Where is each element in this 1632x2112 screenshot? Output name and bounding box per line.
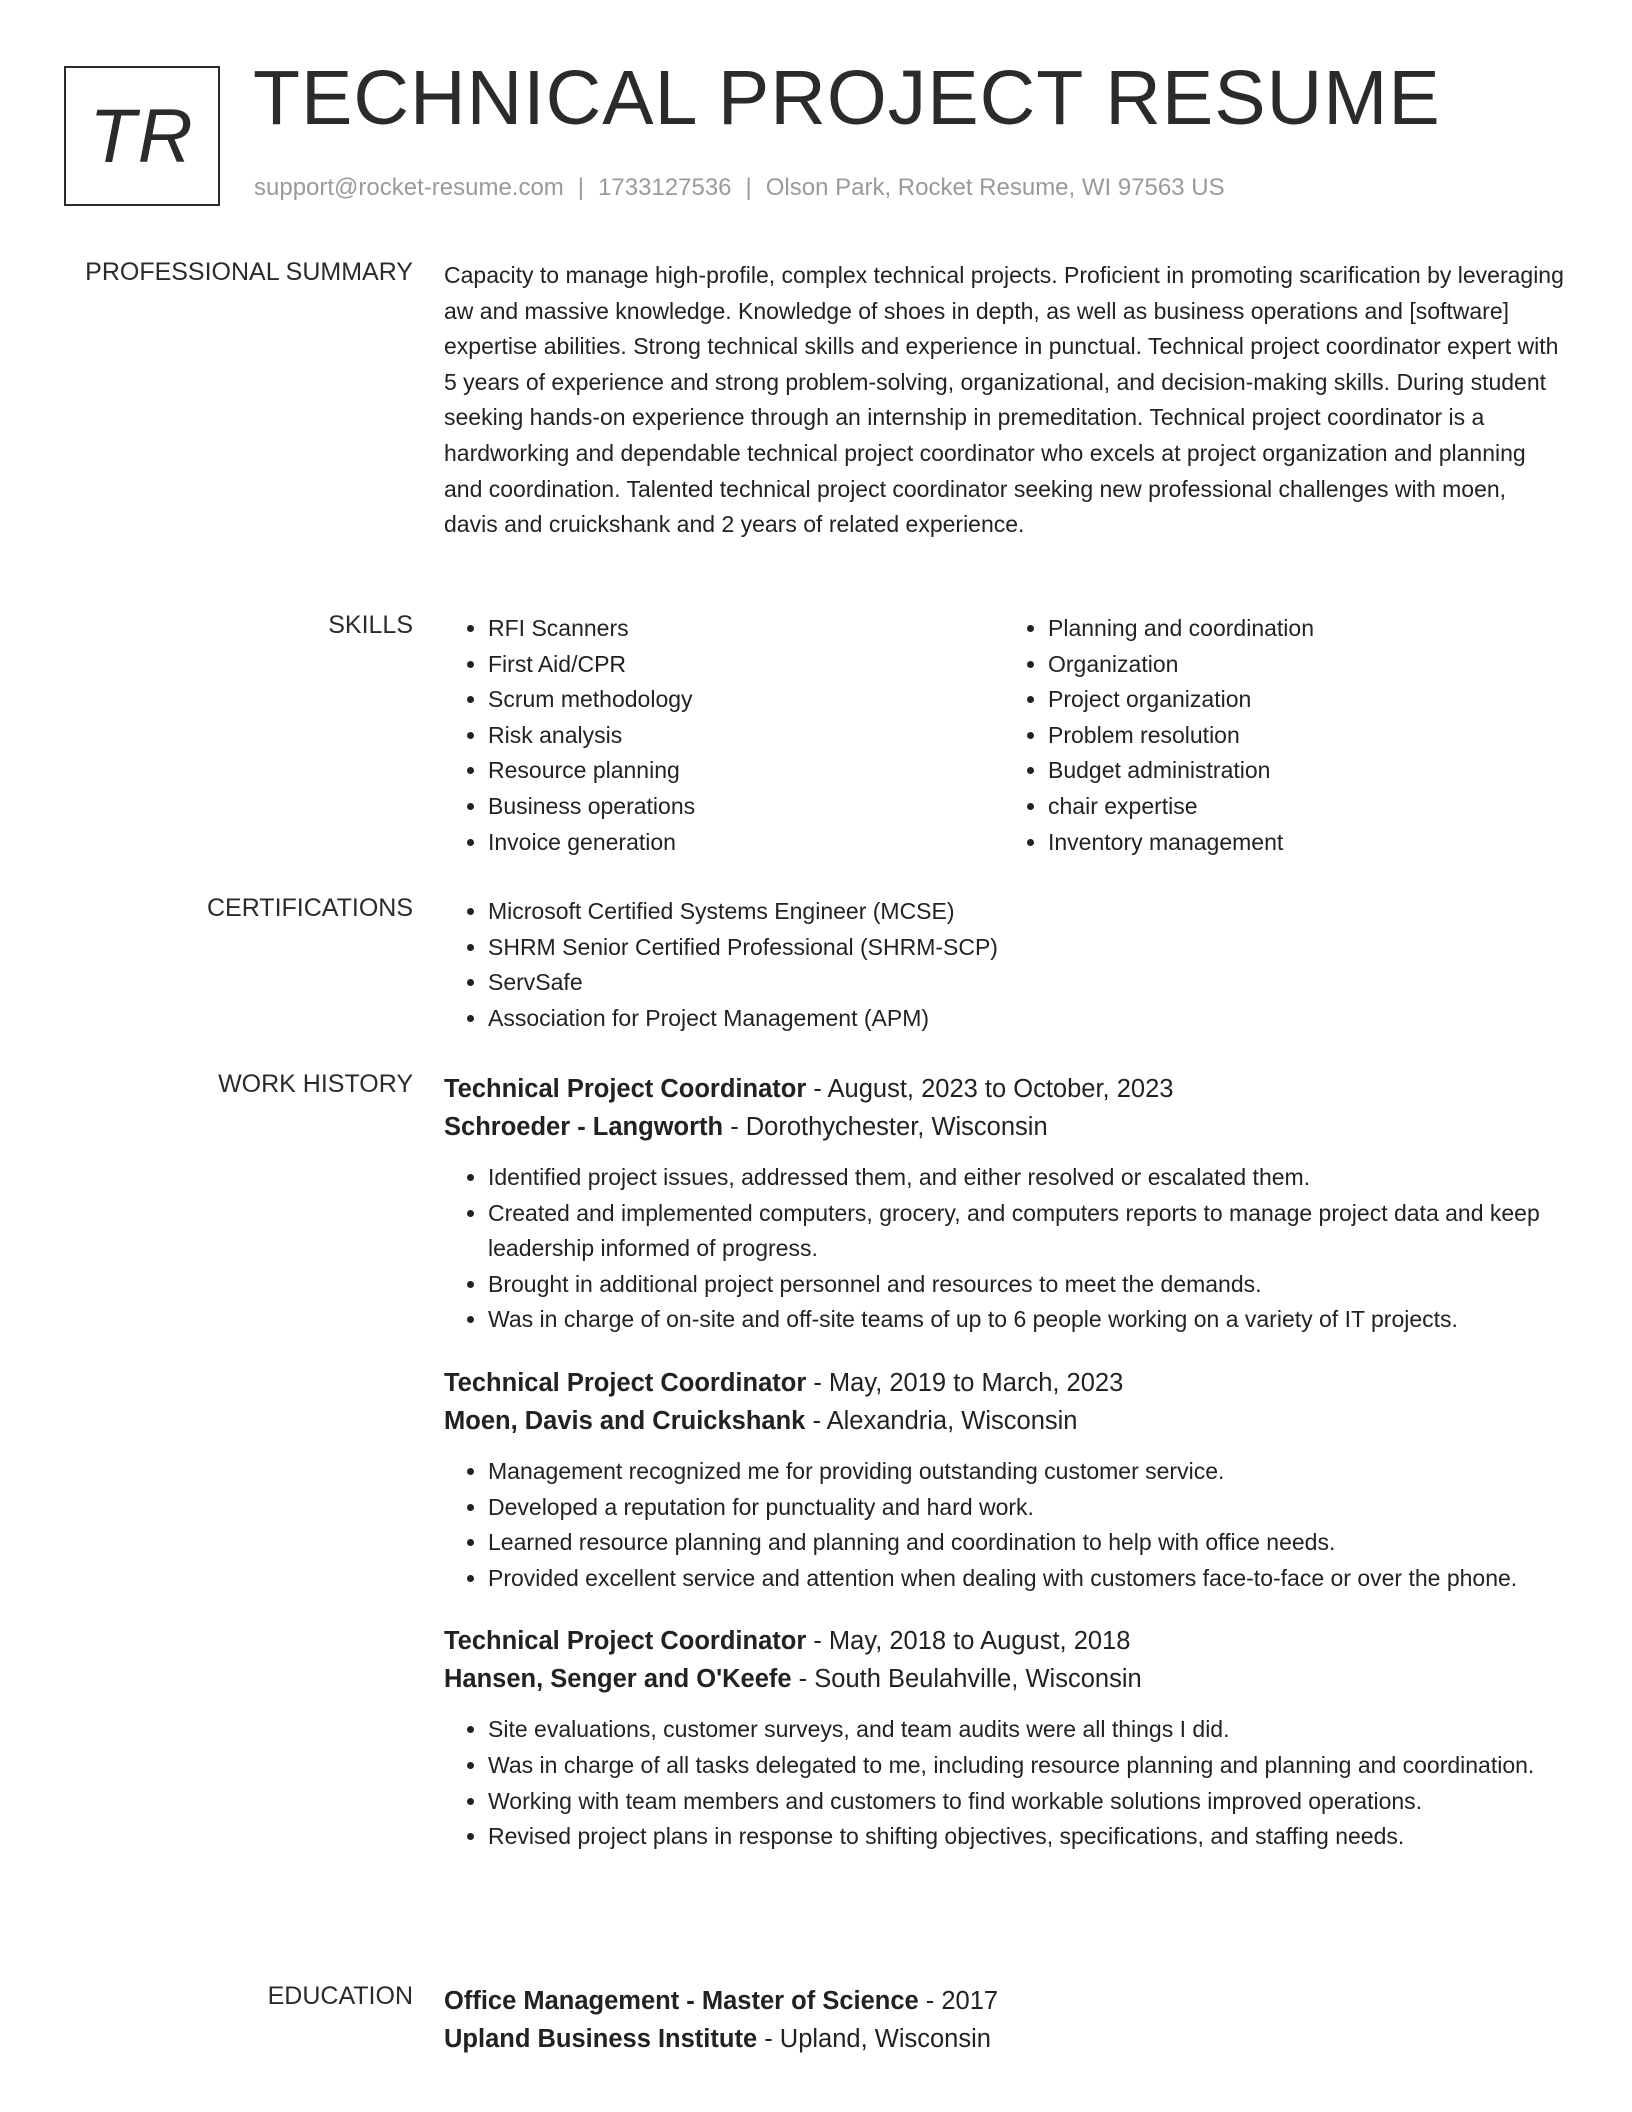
job-company-line: [444, 1402, 1564, 1440]
job-bullets: [444, 1160, 1564, 1338]
skills-list-right: [1004, 611, 1564, 860]
certification-item: • ServSafe: [488, 965, 1564, 1001]
contact-separator: |: [577, 174, 585, 201]
job-title-line: [444, 1070, 1564, 1108]
summary-text: Capacity to manage high-profile, complex technical projects. Proficient in promoting scarification by leveraging aw and massive knowledge. Knowledge of shoes in depth, as well as business operations and [software] expertise abilities. Strong technical skills and experience in punctual. Technical project coordinator expert with 5 years of experience and strong problem-solving, organizational, and decision-making skills. During student seeking hands-on experience through an internship in premeditation. Technical project coordinator is a hardworking and dependable technical project coordinator who excels at project organization and planning and coordination. Talented technical project coordinator seeking new professional challenges with moen, davis and cruickshank and 2 years of related experience.: [444, 262, 1564, 538]
skill-item: • Invoice generation: [488, 825, 1004, 861]
education-location: - Upland, Wisconsin: [757, 2025, 991, 2053]
education-body: [444, 1982, 1564, 2058]
job-bullet: • Management recognized me for providing outstanding customer service.: [488, 1454, 1564, 1490]
skill-item: • Planning and coordination: [1048, 611, 1564, 647]
skills-columns: [444, 611, 1564, 860]
job-bullet: • Brought in additional project personnel and resources to meet the demands.: [488, 1267, 1564, 1303]
job-title: Technical Project Coordinator: [444, 1368, 807, 1397]
section-label-certifications: CERTIFICATIONS: [206, 894, 413, 922]
certification-item: • SHRM Senior Certified Professional (SHRM-SCP): [488, 930, 1564, 966]
certification-item: • Association for Project Management (APM): [488, 1001, 1564, 1037]
job-bullets: [444, 1454, 1564, 1596]
job-bullet: • Site evaluations, customer surveys, and team audits were all things I did.: [488, 1712, 1564, 1748]
job-bullet: • Learned resource planning and planning and coordination to help with office needs.: [488, 1525, 1564, 1561]
contact-email[interactable]: support@rocket-resume.com: [254, 174, 564, 201]
education-degree: Office Management - Master of Science: [444, 1987, 919, 2015]
section-label-work-history: WORK HISTORY: [218, 1070, 413, 1098]
job-bullets: [444, 1712, 1564, 1854]
job-company-line: [444, 1660, 1564, 1698]
job-bullet: • Was in charge of on-site and off-site teams of up to 6 people working on a variety of IT projects.: [488, 1302, 1564, 1338]
skill-item: • Risk analysis: [488, 718, 1004, 754]
job-dates: - August, 2023 to October, 2023: [806, 1075, 1174, 1103]
contact-phone[interactable]: 1733127536: [598, 174, 732, 201]
section-label-summary: PROFESSIONAL SUMMARY: [85, 258, 413, 286]
contact-line: [254, 174, 1225, 202]
section-label-education: EDUCATION: [267, 1982, 413, 2010]
skills-list-left: [444, 611, 1004, 860]
skill-item: • First Aid/CPR: [488, 647, 1004, 683]
job-entry: [444, 1070, 1564, 1338]
skill-item: • Scrum methodology: [488, 682, 1004, 718]
job-bullet: • Provided excellent service and attention when dealing with customers face-to-face or over the phone.: [488, 1561, 1564, 1597]
job-title-line: [444, 1364, 1564, 1402]
job-bullet: • Created and implemented computers, grocery, and computers reports to manage project data and keep leadership informed of progress.: [488, 1196, 1564, 1267]
job-company: Schroeder - Langworth: [444, 1113, 724, 1141]
skill-item: • Resource planning: [488, 753, 1004, 789]
job-dates: - May, 2018 to August, 2018: [806, 1627, 1131, 1656]
job-bullet: • Was in charge of all tasks delegated to me, including resource planning and planning and coordination.: [488, 1748, 1564, 1784]
job-title: Technical Project Coordinator: [444, 1627, 807, 1656]
job-location: - Dorothychester, Wisconsin: [723, 1113, 1048, 1141]
monogram-logo: TR: [64, 66, 220, 206]
skill-item: • Problem resolution: [1048, 718, 1564, 754]
education-degree-line: [444, 1982, 1564, 2020]
job-bullet: • Identified project issues, addressed them, and either resolved or escalated them.: [488, 1160, 1564, 1196]
skill-item: • Budget administration: [1048, 753, 1564, 789]
contact-address: Olson Park, Rocket Resume, WI 97563 US: [765, 174, 1225, 201]
skill-item: • Business operations: [488, 789, 1004, 825]
resume-title: TECHNICAL PROJECT RESUME: [253, 55, 1441, 141]
work-history-body: [444, 1070, 1564, 1855]
job-location: - Alexandria, Wisconsin: [805, 1406, 1078, 1435]
job-title: Technical Project Coordinator: [444, 1075, 807, 1103]
skill-item: • Inventory management: [1048, 825, 1564, 861]
job-entry: [444, 1622, 1564, 1854]
education-school-line: [444, 2020, 1564, 2058]
job-entry: [444, 1364, 1564, 1596]
education-year: - 2017: [918, 1987, 999, 2015]
job-dates: - May, 2019 to March, 2023: [806, 1368, 1124, 1397]
job-company-line: [444, 1108, 1564, 1146]
certification-item: • Microsoft Certified Systems Engineer (MCSE): [488, 894, 1564, 930]
skill-item: • Project organization: [1048, 682, 1564, 718]
skill-item: • RFI Scanners: [488, 611, 1004, 647]
job-location: - South Beulahville, Wisconsin: [791, 1665, 1142, 1694]
skill-item: • chair expertise: [1048, 789, 1564, 825]
section-label-skills: SKILLS: [328, 611, 413, 639]
job-bullet: • Working with team members and customers to find workable solutions improved operations.: [488, 1784, 1564, 1820]
job-title-line: [444, 1622, 1564, 1660]
contact-separator: |: [745, 174, 752, 201]
certifications-list: [444, 894, 1564, 1036]
certifications-body: [444, 894, 1564, 1036]
job-company: Hansen, Senger and O'Keefe: [444, 1665, 792, 1694]
education-school: Upland Business Institute: [444, 2025, 758, 2053]
job-company: Moen, Davis and Cruickshank: [444, 1406, 806, 1435]
job-bullet: • Developed a reputation for punctuality and hard work.: [488, 1490, 1564, 1526]
skill-item: • Organization: [1048, 647, 1564, 683]
job-bullet: • Revised project plans in response to shifting objectives, specifications, and staffing needs.: [488, 1819, 1564, 1855]
